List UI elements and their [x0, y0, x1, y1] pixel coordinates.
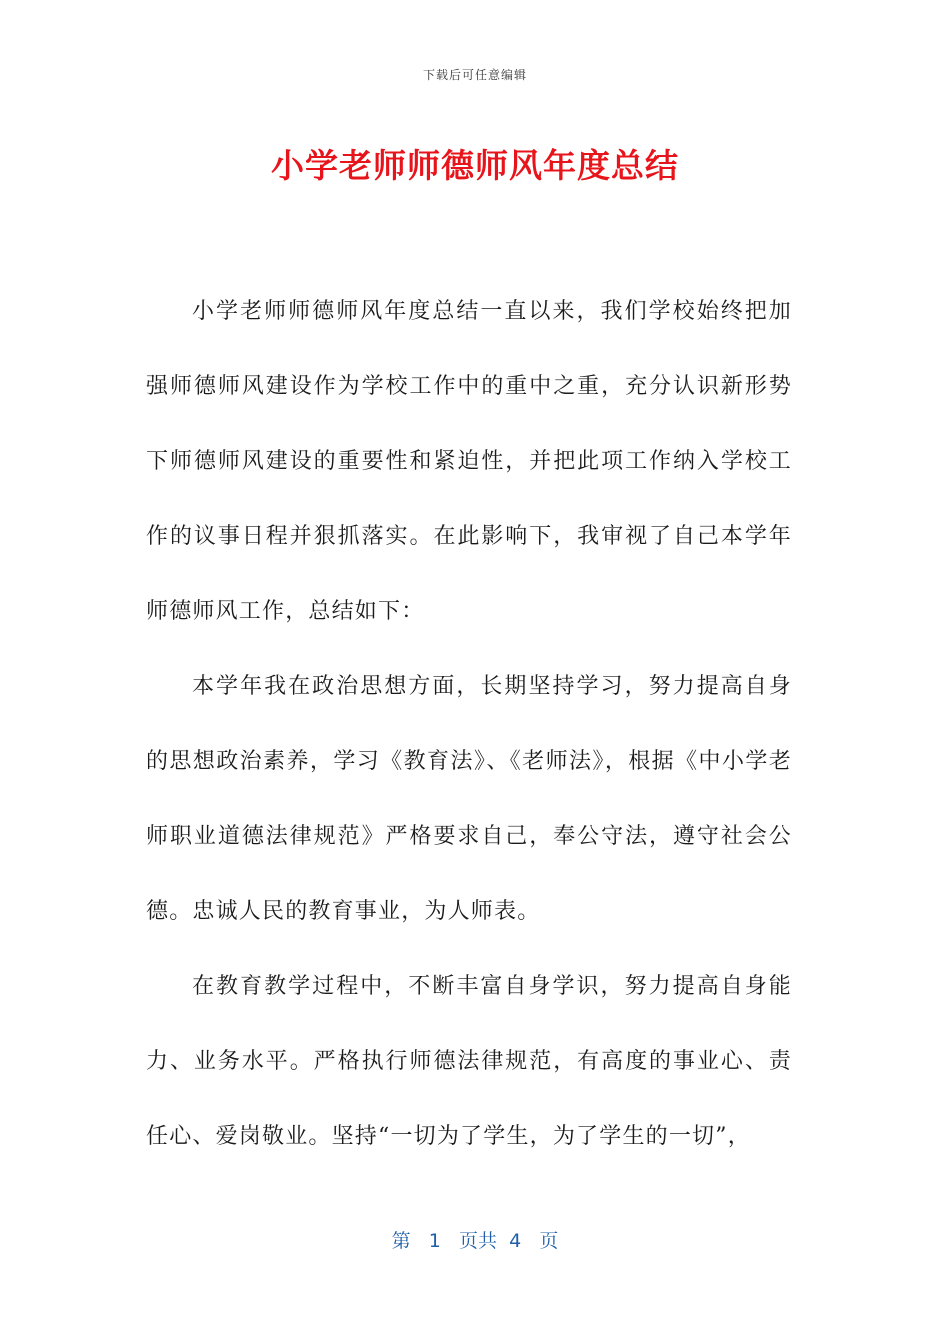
paragraph-1: 小学老师师德师风年度总结一直以来，我们学校始终把加强师德师风建设作为学校工作中的重中之重，充分认识新形势下师德师风建设的重要性和紧迫性，并把此项工作纳入学校工作的议事日程并狠抓落实。在此影响下，我审视了自己本学年师德师风工作，总结如下：	[146, 299, 792, 624]
header-note: 下载后可任意编辑	[422, 68, 527, 82]
footer-current-page: 1	[428, 1230, 441, 1252]
paragraph-2: 本学年我在政治思想方面，长期坚持学习，努力提高自身的思想政治素养，学习《教育法》、《老师法》，根据《中小学老师职业道德法律规范》严格要求自己，奉公守法，遵守社会公德。忠诚人民的教育事业，为人师表。	[146, 674, 792, 924]
footer-middle: 页共	[459, 1230, 498, 1252]
footer-prefix: 第	[391, 1230, 411, 1252]
paragraph-3: 在教育教学过程中，不断丰富自身学识，努力提高自身能力、业务水平。严格执行师德法律规范，有高度的事业心、责任心、爱岗敬业。坚持“一切为了学生，为了学生的一切”，	[146, 974, 792, 1149]
footer-suffix: 页	[539, 1230, 559, 1252]
page-footer	[0, 1226, 950, 1253]
document-body	[146, 274, 792, 1174]
footer-total-pages: 4	[509, 1230, 522, 1252]
document-title: 小学老师师德师风年度总结	[271, 146, 679, 185]
